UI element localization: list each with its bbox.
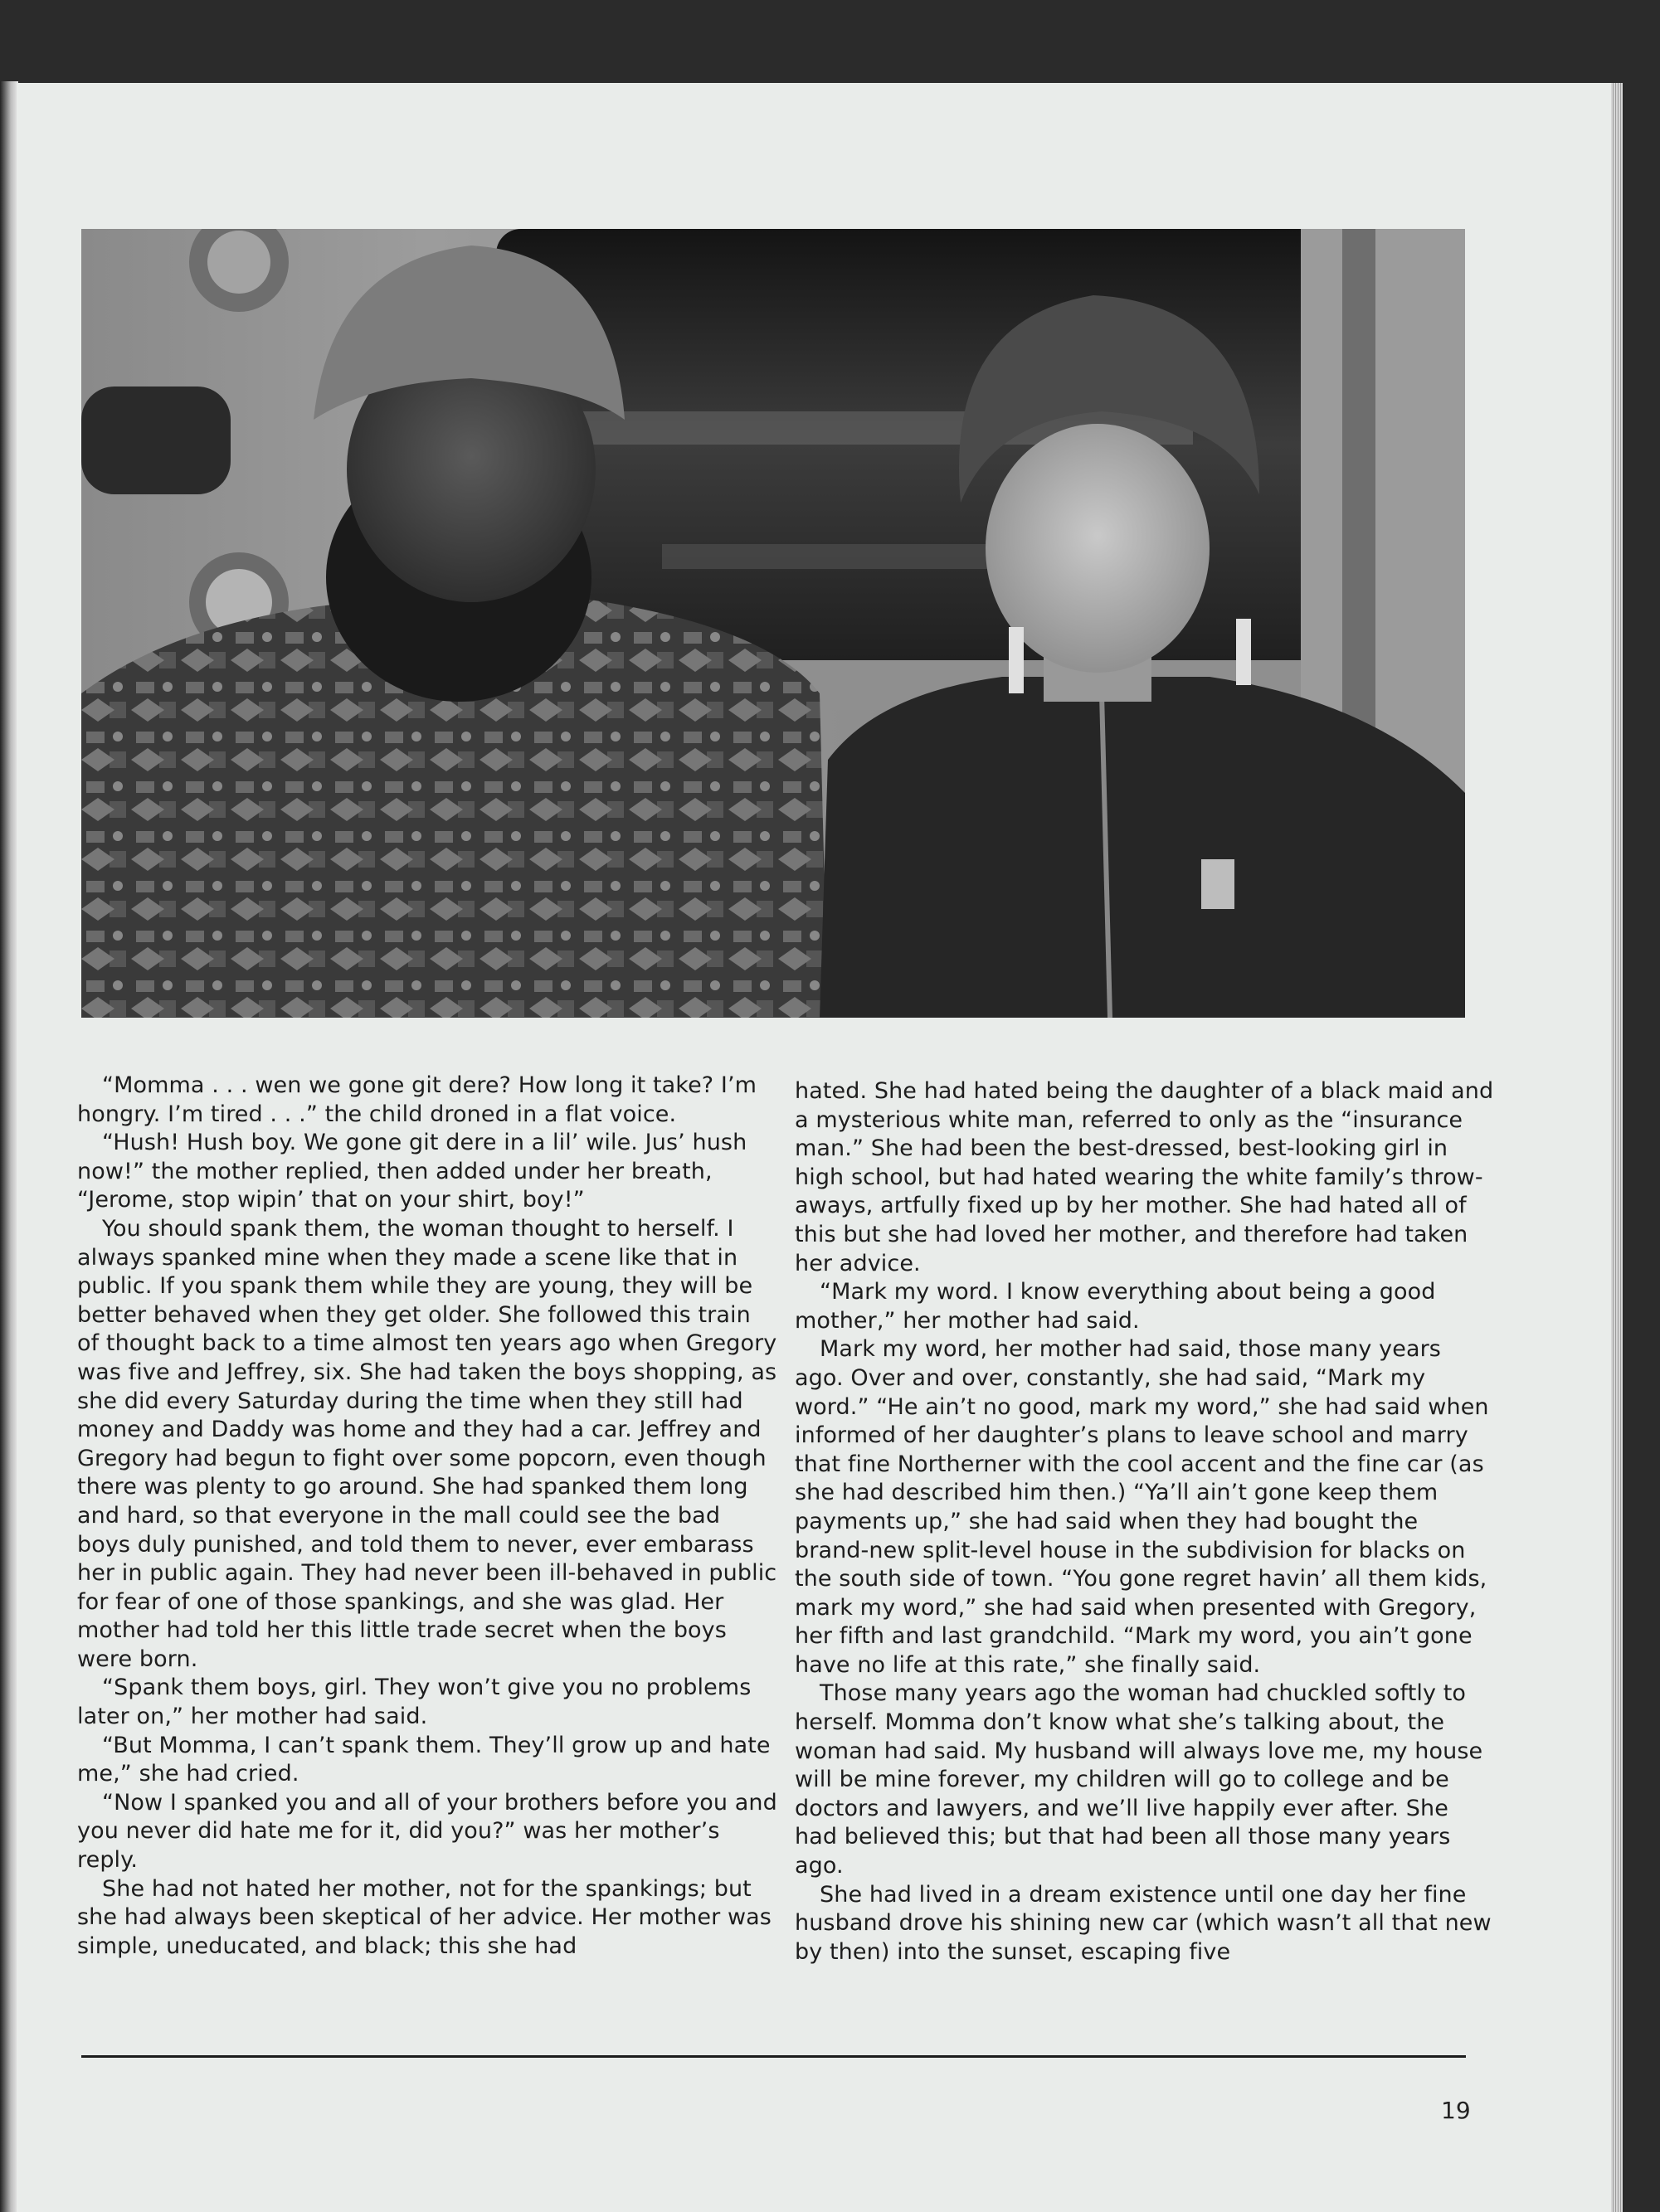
- paragraph-continued: hated. She had hated being the daughter of a black maid and a mysterious white man, referred to only as the “insurance man.” She had been the best-dressed, best-looking girl in high school, but had hated wearing the white family’s throw-aways, artfully fixed up by her mother. She had hated all of this but she had loved her mother, and therefore had taken her advice.: [795, 1078, 1494, 1276]
- paragraph: “Momma . . . wen we gone git dere? How long it take? I’m hongry. I’m tired . . .” the child droned in a flat voice.: [77, 1072, 757, 1127]
- paragraph: “But Momma, I can’t spank them. They’ll grow up and hate me,” she had cried.: [77, 1732, 771, 1787]
- page-left-edge: [0, 81, 18, 2212]
- paragraph: She had lived in a dream existence until one day her fine husband drove his shining new car (which wasn’t all that new by then) into the sunset, escaping five: [795, 1881, 1492, 1965]
- paragraph: Mark my word, her mother had said, those many years ago. Over and over, constantly, she had said, “Mark my word.” “He ain’t no good, mark my word,” she had said when informed of her daughter’s plans to leave school and marry that fine Northerner with the cool accent and the fine car (as she had described him then.) “Ya’ll ain’t gone keep them payments up,” she had said when they had bought the brand-new split-level house in the subdivision for blacks on the south side of town. “You gone regret havin’ all them kids, mark my word,” she had said when presented with Gregory, her fifth and last grandchild. “Mark my word, you ain’t gone have no life at this rate,” she finally said.: [795, 1336, 1489, 1678]
- footer-rule: [81, 2055, 1466, 2058]
- article-left-column: [77, 1072, 779, 1961]
- paragraph: “Hush! Hush boy. We gone git dere in a lil’ wile. Jus’ hush now!” the mother replied, then added under her breath, “Jerome, stop wipin’ that on your shirt, boy!”: [77, 1130, 747, 1213]
- paragraph: You should spank them, the woman thought to herself. I always spanked mine when they made a scene like that in public. If you spank them while they are young, they will be better behaved when they get older. She followed this train of thought back to a time almost ten years ago when Gregory was five and Jeffrey, six. She had taken the boys shopping, as she did every Saturday during the time when they still had money and Daddy was home and they had a car. Jeffrey and Gregory had begun to fight over some popcorn, even though there was plenty to go around. She had spanked them long and hard, so that everyone in the mall could see the bad boys duly punished, and told them to never, ever embarass her in public again. They had never been ill-behaved in public for fear of one of those spankings, and she was glad. Her mother had told her this little trade secret when the boys were born.: [77, 1215, 777, 1672]
- page-number: 19: [1441, 2097, 1471, 2124]
- paragraph: “Mark my word. I know everything about being a good mother,” her mother had said.: [795, 1279, 1436, 1334]
- paragraph: She had not hated her mother, not for the spankings; but she had always been skeptical of her advice. Her mother was simple, uneducated, and black; this she had: [77, 1875, 772, 1959]
- paragraph: “Spank them boys, girl. They won’t give you no problems later on,” her mother had said.: [77, 1675, 752, 1730]
- photo-illustration: [81, 229, 1465, 1018]
- page-stack-edge: [1611, 83, 1623, 2212]
- subway-couple-photo: [81, 229, 1465, 1018]
- article-right-column: [795, 1077, 1497, 1966]
- paragraph: Those many years ago the woman had chuckled softly to herself. Momma don’t know what she’s talking about, the woman had said. My husband will always love me, my house will be mine forever, my children will go to college and be doctors and lawyers, and we’ll live happily ever after. She had believed this; but that had been all those many years ago.: [795, 1680, 1483, 1879]
- paragraph: “Now I spanked you and all of your brothers before you and you never did hate me for it, did you?” was her mother’s reply.: [77, 1789, 777, 1874]
